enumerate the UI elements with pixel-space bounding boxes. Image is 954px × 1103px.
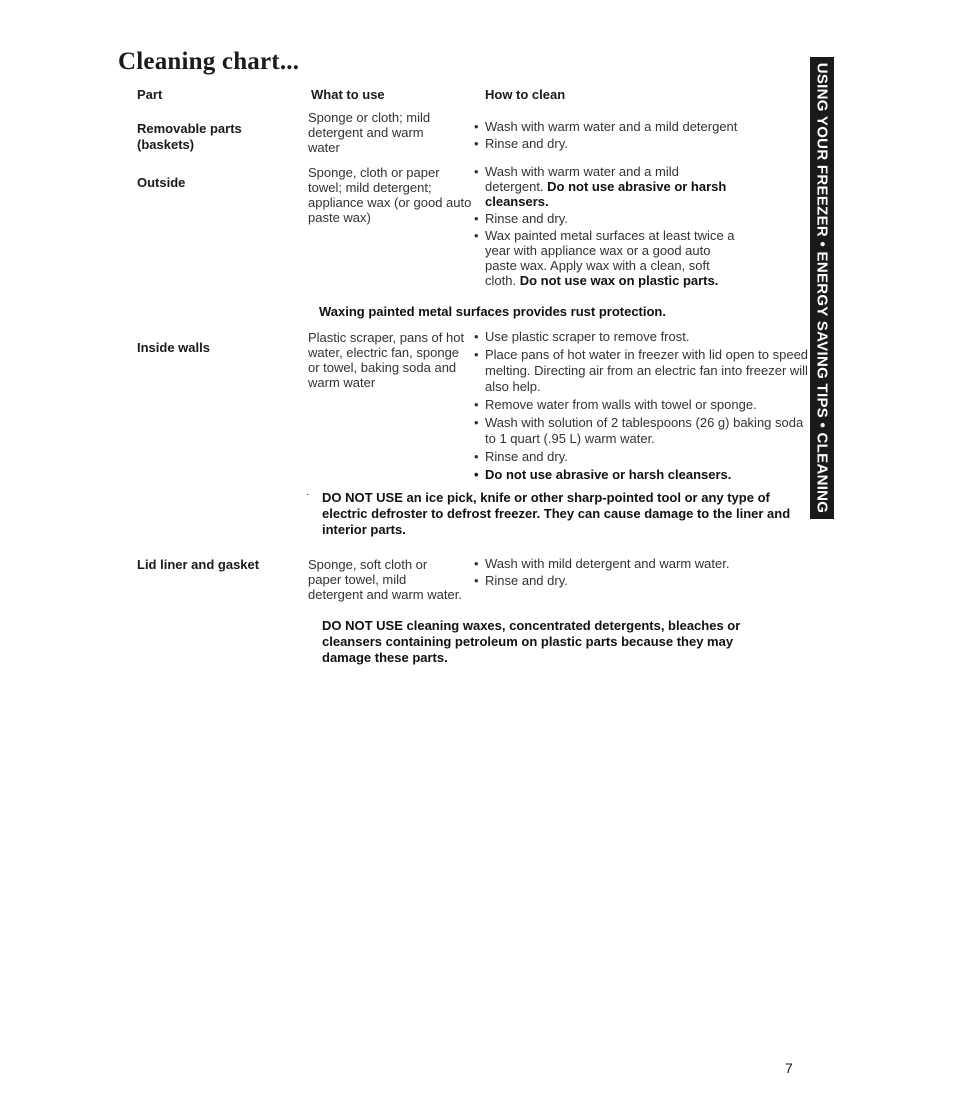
how-item: • Rinse and dry. — [472, 573, 782, 588]
column-header-part: Part — [137, 87, 163, 102]
how-item: • Wash with mild detergent and warm water. — [472, 556, 782, 571]
note-do-not-use-sharp-tools: DO NOT USE an ice pick, knife or other sharp-pointed tool or any type of electric defroster to defrost freezer. They can cause damage to the liner and interior parts. — [322, 490, 791, 537]
part-removable-parts: Removable parts (baskets) — [137, 121, 242, 152]
part-lid-liner-and-gasket: Lid liner and gasket — [137, 557, 260, 572]
what-inside-walls: Plastic scraper, pans of hot water, electric fan, sponge or towel, baking soda and warm water — [308, 330, 465, 390]
how-item: • Rinse and dry. — [472, 211, 737, 226]
what-lid-liner-and-gasket: Sponge, soft cloth or paper towel, mild detergent and warm water. — [308, 557, 462, 602]
how-removable-parts — [472, 119, 782, 153]
column-header-how-to-clean: How to clean — [485, 87, 566, 102]
section-side-tab-label: USING YOUR FREEZER • ENERGY SAVING TIPS • CLEANING — [813, 62, 831, 514]
how-item: • Wash with warm water and a mild detergent — [472, 119, 782, 134]
note-waxing: Waxing painted metal surfaces provides rust protection. — [319, 304, 666, 319]
how-item: • Remove water from walls with towel or sponge. — [472, 397, 810, 413]
how-item: • Wash with warm water and a mild detergent. Do not use abrasive or harsh cleansers. — [472, 164, 737, 209]
how-item: • Use plastic scraper to remove frost. — [472, 329, 810, 345]
column-header-what-to-use: What to use — [311, 87, 385, 102]
how-item: • Rinse and dry. — [472, 136, 782, 151]
what-outside: Sponge, cloth or paper towel; mild detergent; appliance wax (or good auto paste wax) — [308, 165, 472, 225]
page-title: Cleaning chart... — [118, 48, 300, 75]
page-number: 7 — [785, 1060, 793, 1076]
how-item: • Wax painted metal surfaces at least twice a year with appliance wax or a good auto paste wax. Apply wax with a clean, soft cloth. Do not use wax on plastic parts. — [472, 228, 737, 288]
how-item: • Rinse and dry. — [472, 449, 810, 465]
part-outside: Outside — [137, 175, 186, 190]
what-removable-parts: Sponge or cloth; mild detergent and warm water — [308, 110, 431, 155]
how-item-warning: • Do not use abrasive or harsh cleansers. — [472, 467, 810, 483]
stray-mark: · — [306, 489, 310, 500]
how-lid-liner-and-gasket — [472, 556, 782, 590]
note-do-not-use-waxes: DO NOT USE cleaning waxes, concentrated detergents, bleaches or cleansers containing petroleum on plastic parts because they may damage these parts. — [322, 618, 741, 665]
how-inside-walls — [472, 329, 810, 485]
section-side-tab — [810, 57, 834, 519]
how-item: • Wash with solution of 2 tablespoons (26 g) baking soda to 1 quart (.95 L) warm water. — [472, 415, 810, 447]
part-inside-walls: Inside walls — [137, 340, 210, 355]
how-item: • Place pans of hot water in freezer with lid open to speed melting. Directing air from an electric fan into freezer will also help. — [472, 347, 810, 395]
how-outside — [472, 164, 737, 290]
